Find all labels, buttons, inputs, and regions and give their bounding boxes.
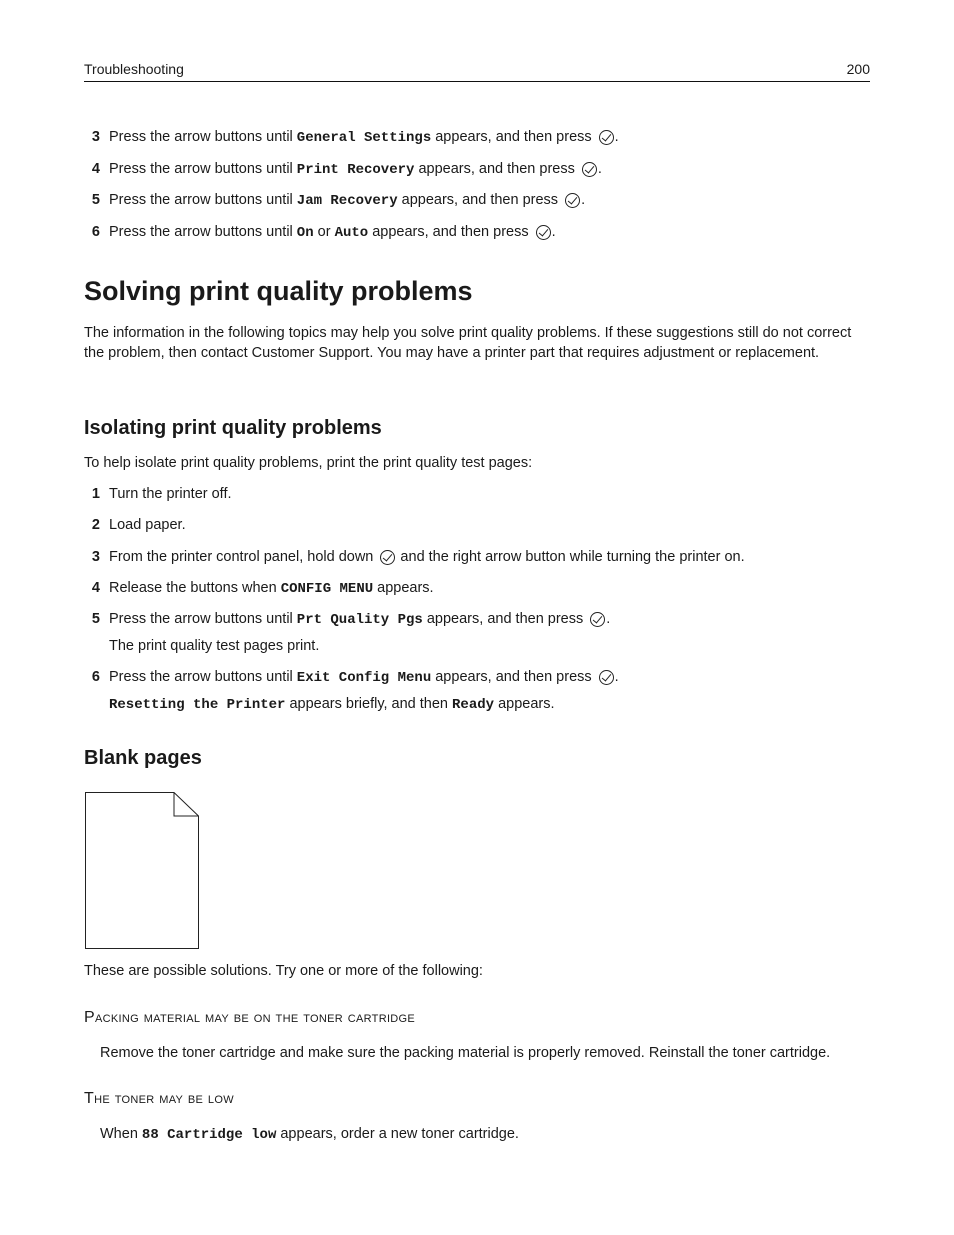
cause-solution-toner-low: When 88 Cartridge low appears, order a new toner cartridge. (100, 1126, 519, 1143)
blank-page-icon (85, 792, 199, 949)
step-number: 6 (91, 224, 100, 240)
panel-message: Ready (452, 697, 495, 713)
panel-message: Exit Config Menu (296, 670, 432, 686)
panel-message: 88 Cartridge low (141, 1127, 277, 1143)
step-number: 4 (91, 580, 100, 596)
cause-heading-packing-material: Packing material may be on the toner cartridge (84, 1009, 416, 1026)
isolating-step-1: 1 Turn the printer off. (84, 484, 232, 504)
isolating-step-6-note: Resetting the Printer appears briefly, and then Ready appears. (109, 696, 555, 713)
checkmark-circle-icon (582, 162, 597, 177)
top-step-4: 4 Press the arrow buttons until Print Recovery appears, and then press . (84, 159, 602, 180)
panel-message: Print Recovery (296, 162, 415, 178)
header-section-title: Troubleshooting (84, 61, 184, 77)
panel-message: Jam Recovery (296, 193, 398, 209)
step-number: 3 (91, 129, 100, 145)
step-number: 3 (91, 549, 100, 565)
step-number: 5 (91, 192, 100, 208)
step-number: 1 (91, 486, 100, 502)
checkmark-circle-icon (380, 550, 395, 565)
step-number: 6 (91, 669, 100, 685)
step-number: 2 (91, 517, 100, 533)
checkmark-circle-icon (590, 612, 605, 627)
cause-solution-packing-material: Remove the toner cartridge and make sure the packing material is properly removed. Reinstall the toner cartridge. (100, 1045, 831, 1061)
top-step-3: 3 Press the arrow buttons until General Settings appears, and then press . (84, 127, 619, 148)
isolating-intro: To help isolate print quality problems, print the print quality test pages: (84, 455, 533, 471)
checkmark-circle-icon (536, 225, 551, 240)
panel-message: On (296, 225, 314, 241)
header-divider (84, 81, 870, 82)
section-title: Solving print quality problems (84, 276, 473, 306)
checkmark-circle-icon (599, 670, 614, 685)
top-step-6: 6 Press the arrow buttons until On or Auto appears, and then press . (84, 222, 556, 243)
isolating-step-5: 5 Press the arrow buttons until Prt Quality Pgs appears, and then press . (84, 609, 610, 630)
panel-message: Resetting the Printer (109, 697, 286, 713)
isolating-step-4: 4 Release the buttons when CONFIG MENU appears. (84, 578, 434, 599)
section-intro: The information in the following topics may help you solve print quality problems. If these suggestions still do not correct the problem, then contact Customer Support. You may have a printer part that requires adjustment or replacement. (84, 325, 852, 361)
isolating-step-6: 6 Press the arrow buttons until Exit Config Menu appears, and then press . (84, 667, 619, 688)
isolating-step-5-note: The print quality test pages print. (109, 638, 320, 654)
panel-message: CONFIG MENU (280, 581, 374, 597)
cause-heading-toner-low: The toner may be low (84, 1090, 234, 1107)
isolating-step-3: 3 From the printer control panel, hold down and the right arrow button while turning the printer on. (84, 547, 745, 567)
subsection-heading-blank-pages: Blank pages (84, 747, 202, 769)
page-number: 200 (846, 61, 870, 77)
panel-message: Prt Quality Pgs (296, 612, 423, 628)
checkmark-circle-icon (565, 193, 580, 208)
isolating-step-2: 2 Load paper. (84, 515, 186, 535)
step-number: 5 (91, 611, 100, 627)
subsection-heading-isolating: Isolating print quality problems (84, 417, 382, 439)
panel-message: General Settings (296, 130, 432, 146)
panel-message: Auto (334, 225, 369, 241)
top-step-5: 5 Press the arrow buttons until Jam Recovery appears, and then press . (84, 190, 585, 211)
step-number: 4 (91, 161, 100, 177)
solutions-intro: These are possible solutions. Try one or more of the following: (84, 963, 483, 979)
checkmark-circle-icon (599, 130, 614, 145)
